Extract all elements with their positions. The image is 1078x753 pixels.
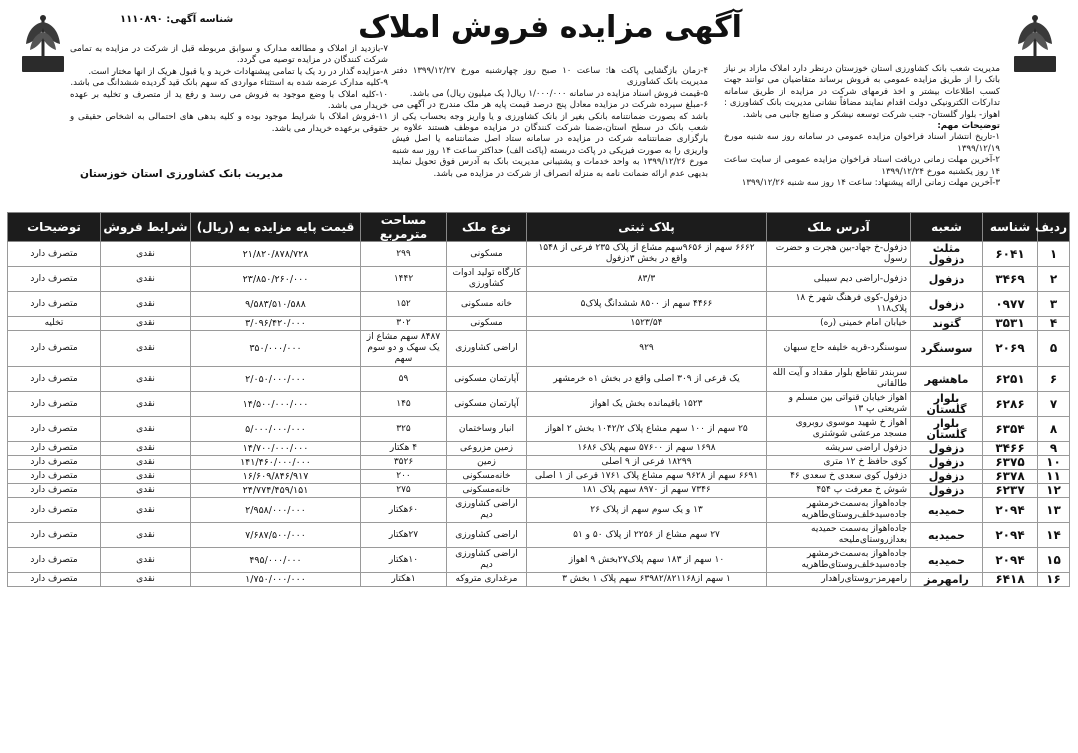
table-row — [8, 267, 1070, 292]
property-type: اراضی کشاورزی دیم — [447, 498, 527, 523]
table-row — [8, 548, 1070, 573]
property-id: ۶۳۷۸ — [983, 470, 1038, 484]
branch-name: دزفول — [911, 456, 983, 470]
registry-plaque: ۱۰ سهم از ۱۸۳ سهم پلاک۲۷بخش ۹ اهواز — [527, 548, 767, 573]
branch-name: دزفول — [911, 292, 983, 317]
property-type: زمین مزروعی — [447, 442, 527, 456]
area: ۵۹ — [361, 367, 447, 392]
property-address: اهواز خیابان قنواتی بین مسلم و شریعتی پ ۱۳ — [767, 392, 911, 417]
base-price: ۱۴۱/۴۶۰/۰۰۰/۰۰۰ — [191, 456, 361, 470]
branch-name: ماهشهر — [911, 367, 983, 392]
branch-name: حمیدیه — [911, 523, 983, 548]
property-address: جاده‌اهواز به‌سمت‌خرمشهر جاده‌سیدخلف‌روستای‌طاهریه — [767, 548, 911, 573]
bank-keshavarzi-logo — [1010, 12, 1060, 74]
registry-plaque: ۲۷ سهم مشاع از ۲۲۵۶ از پلاک ۵۰ و ۵۱ — [527, 523, 767, 548]
row-number: ۱۰ — [1038, 456, 1070, 470]
notice-left-column — [70, 44, 388, 135]
branch-name: بلوار گلستان — [911, 417, 983, 442]
area: ۱۵۲ — [361, 292, 447, 317]
property-address: خیابان امام خمینی (ره) — [767, 317, 911, 331]
note-item: ۱۱-فروش املاک با شرایط موجود بوده و کلیه بدهی های احتمالی به اشخاص حقیقی و حقوقی برعهده خریدار می باشد. — [70, 112, 388, 134]
sale-terms: نقدی — [101, 573, 191, 587]
property-address: رامهرمز-روستای‌راهدار — [767, 573, 911, 587]
area: ۲۷۵ — [361, 484, 447, 498]
notes-heading: توضیحات مهم: — [937, 121, 1000, 132]
property-type: مسکونی — [447, 242, 527, 267]
area: ۳۲۵ — [361, 417, 447, 442]
property-id: ۶۲۵۱ — [983, 367, 1038, 392]
row-number: ۸ — [1038, 417, 1070, 442]
col-terms-header: شرایط فروش — [101, 213, 191, 242]
area: ۱۰هکتار — [361, 548, 447, 573]
row-number: ۵ — [1038, 331, 1070, 367]
property-id: ۲۰۹۴ — [983, 523, 1038, 548]
registry-plaque: ۱۵۲۳/۵۴ — [527, 317, 767, 331]
base-price: ۹/۵۸۳/۵۱۰/۵۸۸ — [191, 292, 361, 317]
property-type: آپارتمان مسکونی — [447, 392, 527, 417]
col-row-number-header: ردیف — [1038, 213, 1070, 242]
property-type: انبار وساختمان — [447, 417, 527, 442]
registry-plaque: ۱۸۲۹۹ فرعی از ۹ اصلی — [527, 456, 767, 470]
registry-plaque: ۶۶۶۲ سهم از ۹۶۵۶سهم مشاع از پلاک ۲۳۵ فرعی از ۱۵۴۸ واقع در بخش ۳دزفول — [527, 242, 767, 267]
row-number: ۳ — [1038, 292, 1070, 317]
area: ۱۴۴۲ — [361, 267, 447, 292]
property-id: ۶۳۵۴ — [983, 417, 1038, 442]
area: ۸۴۸۷ سهم مشاع از یک سهک و دو سوم سهم — [361, 331, 447, 367]
property-type: اراضی کشاورزی — [447, 331, 527, 367]
table-row — [8, 484, 1070, 498]
remarks: متصرف دارد — [8, 442, 101, 456]
table-row — [8, 456, 1070, 470]
branch-name: رامهرمز — [911, 573, 983, 587]
base-price: ۷/۶۸۷/۵۰۰/۰۰۰ — [191, 523, 361, 548]
table-row — [8, 367, 1070, 392]
base-price: ۲۱/۸۲۰/۸۷۸/۷۲۸ — [191, 242, 361, 267]
sale-terms: نقدی — [101, 417, 191, 442]
col-address-header: آدرس ملک — [767, 213, 911, 242]
area: ۲۷هکتار — [361, 523, 447, 548]
branch-name: دزفول — [911, 267, 983, 292]
base-price: ۲/۰۵۰/۰۰۰/۰۰۰ — [191, 367, 361, 392]
row-number: ۷ — [1038, 392, 1070, 417]
table-row — [8, 442, 1070, 456]
property-type: اراضی کشاورزی دیم — [447, 548, 527, 573]
registry-plaque: ۶۶۹۱ سهم از ۹۶۲۸ سهم مشاع پلاک ۱۷۶۱ قرعی از ۱ اصلی — [527, 470, 767, 484]
area: ۳۰۲ — [361, 317, 447, 331]
note-item: ۱-تاریخ انتشار اسناد فراخوان مزایده عمومی در سامانه روز سه شنبه مورخ ۱۳۹۹/۱۲/۱۹ — [724, 132, 1000, 154]
page-title: آگهی مزایده فروش املاک — [358, 10, 742, 45]
sale-terms: نقدی — [101, 442, 191, 456]
row-number: ۱۲ — [1038, 484, 1070, 498]
sale-terms: نقدی — [101, 317, 191, 331]
property-id: ۶۳۷۵ — [983, 456, 1038, 470]
row-number: ۱۴ — [1038, 523, 1070, 548]
remarks: متصرف دارد — [8, 456, 101, 470]
sale-terms: نقدی — [101, 456, 191, 470]
base-price: ۳/۰۹۶/۴۲۰/۰۰۰ — [191, 317, 361, 331]
row-number: ۴ — [1038, 317, 1070, 331]
property-address: دزفول اراضی سریشه — [767, 442, 911, 456]
registry-plaque: یک قرعی از ۳۰۹ اصلی واقع در بخش ۱ه خرمشهر — [527, 367, 767, 392]
area: ۱۴۵ — [361, 392, 447, 417]
note-item: ۴-زمان بازگشایی پاکت ها: ساعت ۱۰ صبح روز چهارشنبه مورخ ۱۳۹۹/۱۲/۲۷ دفتر مدیریت بانک کشاورزی — [392, 66, 708, 88]
col-price-header: قیمت پایه مزایده به (ریال) — [191, 213, 361, 242]
remarks: متصرف دارد — [8, 331, 101, 367]
base-price: ۲۳/۸۵۰/۲۶۰/۰۰۰ — [191, 267, 361, 292]
property-type: مرغداری متروکه — [447, 573, 527, 587]
area: ۶۰هکتار — [361, 498, 447, 523]
table-row — [8, 331, 1070, 367]
branch-name: بلوار گلستان — [911, 392, 983, 417]
area: ۲۰۰ — [361, 470, 447, 484]
table-row — [8, 470, 1070, 484]
branch-name: دزفول — [911, 484, 983, 498]
remarks: متصرف دارد — [8, 392, 101, 417]
base-price: ۴۹۵/۰۰۰/۰۰۰ — [191, 548, 361, 573]
base-price: ۳۵۰/۰۰۰/۰۰۰ — [191, 331, 361, 367]
note-item: ۱۰-کلیه املاک با وضع موجود به فروش می رسد و رفع ید از متصرف و تخلیه بر عهده خریدار می باشد. — [70, 89, 388, 112]
row-number: ۱ — [1038, 242, 1070, 267]
sale-terms: نقدی — [101, 498, 191, 523]
base-price: ۱/۷۵۰/۰۰۰/۰۰۰ — [191, 573, 361, 587]
branch-name: حمیدیه — [911, 548, 983, 573]
property-address: کوی حافظ خ ۱۲ متری — [767, 456, 911, 470]
sale-terms: نقدی — [101, 367, 191, 392]
property-type: خانه‌مسکونی — [447, 470, 527, 484]
branch-name: مثلث دزفول — [911, 242, 983, 267]
property-type: زمین — [447, 456, 527, 470]
property-id: ۲۰۹۴ — [983, 548, 1038, 573]
table-row — [8, 242, 1070, 267]
branch-name: دزفول — [911, 470, 983, 484]
property-address: سوسنگرد-قریه خلیفه حاج سبهان — [767, 331, 911, 367]
property-id: ۶۲۸۶ — [983, 392, 1038, 417]
area: ۳۵۲۶ — [361, 456, 447, 470]
property-address: دزفول-اراضی دیم سیبلی — [767, 267, 911, 292]
branch-name: گتوند — [911, 317, 983, 331]
property-address: دزفول-خ جهاد-بین هجرت و حضرت رسول — [767, 242, 911, 267]
property-id: ۳۴۶۹ — [983, 267, 1038, 292]
col-id-header: شناسه — [983, 213, 1038, 242]
note-item: ۷-بازدید از املاک و مطالعه مدارک و سوابق مربوطه قبل از شرکت در مزایده به تمامی شرکت کنندگان در مزایده توصیه می گردد. — [70, 44, 388, 66]
registry-plaque: ۸۳/۳ — [527, 267, 767, 292]
row-number: ۱۳ — [1038, 498, 1070, 523]
remarks: متصرف دارد — [8, 484, 101, 498]
remarks: متصرف دارد — [8, 523, 101, 548]
table-row — [8, 498, 1070, 523]
property-type: کارگاه تولید ادوات کشاورزی — [447, 267, 527, 292]
col-area-header: مساحت مترمربع — [361, 213, 447, 242]
row-number: ۱۵ — [1038, 548, 1070, 573]
property-address: دزفول کوی سعدی خ سعدی ۴۶ — [767, 470, 911, 484]
remarks: متصرف دارد — [8, 242, 101, 267]
remarks: متصرف دارد — [8, 292, 101, 317]
base-price: ۱۴/۷۰۰/۰۰۰/۰۰۰ — [191, 442, 361, 456]
table-row — [8, 292, 1070, 317]
notice-middle-column — [392, 66, 708, 180]
note-item: ۸-مزایده گذار در رد یک یا تمامی پیشنهادات خرید و یا قبول هریک از انها مختار است. — [88, 66, 388, 77]
bank-keshavarzi-logo — [18, 12, 68, 74]
property-address: جاده‌اهواز به‌سمت حمیدیه بعداز‌روستای‌ملیحه — [767, 523, 911, 548]
area: ۲۹۹ — [361, 242, 447, 267]
note-item: ۲-آخرین مهلت زمانی دریافت اسناد فراخوان مزایده عمومی از سایت ساعت ۱۴ روز یکشنبه مورخ ۱۳۹۹/۱۲/۲۴ — [724, 155, 1000, 177]
table-header-row — [8, 213, 1070, 242]
table-row — [8, 573, 1070, 587]
registry-plaque: ۴۴۶۶ سهم از ۸۵۰۰ ششدانگ پلاک۵ — [527, 292, 767, 317]
table-row — [8, 317, 1070, 331]
col-type-header: نوع ملک — [447, 213, 527, 242]
col-branch-header: شعبه — [911, 213, 983, 242]
property-address: جاده‌اهواز به‌سمت‌خرمشهر جاده‌سیدخلف‌روستای‌طاهریه — [767, 498, 911, 523]
registry-plaque: ۹۲۹ — [527, 331, 767, 367]
table-row — [8, 523, 1070, 548]
property-id: ۶۰۴۱ — [983, 242, 1038, 267]
table-row — [8, 392, 1070, 417]
base-price: ۱۶/۶۰۹/۸۴۶/۹۱۷ — [191, 470, 361, 484]
base-price: ۵/۰۰۰/۰۰۰/۰۰۰ — [191, 417, 361, 442]
base-price: ۲/۹۵۸/۰۰۰/۰۰۰ — [191, 498, 361, 523]
property-id: ۳۵۳۱ — [983, 317, 1038, 331]
sale-terms: نقدی — [101, 242, 191, 267]
base-price: ۲۴/۷۷۴/۴۵۹/۱۵۱ — [191, 484, 361, 498]
property-address: اهواز خ شهید موسوی روبروی مسجد مرعشی شوشتری — [767, 417, 911, 442]
row-number: ۶ — [1038, 367, 1070, 392]
row-number: ۹ — [1038, 442, 1070, 456]
branch-name: حمیدیه — [911, 498, 983, 523]
row-number: ۱۶ — [1038, 573, 1070, 587]
remarks: تخلیه — [8, 317, 101, 331]
col-notes-header: توضیحات — [8, 213, 101, 242]
registry-plaque: ۱۶۹۸ سهم از ۵۷۶۰۰ سهم پلاک ۱۶۸۶ — [527, 442, 767, 456]
remarks: متصرف دارد — [8, 417, 101, 442]
property-id: ۳۴۶۶ — [983, 442, 1038, 456]
note-item: ۳-آخرین مهلت زمانی ارائه پیشنهاد: ساعت ۱۴ روز سه شنبه ۱۳۹۹/۱۲/۲۶ — [741, 178, 1000, 189]
remarks: متصرف دارد — [8, 470, 101, 484]
registry-plaque: ۲۵ سهم از ۱۰۰ سهم مشاع پلاک ۱۰۴۲/۲ بخش ۲ اهواز — [527, 417, 767, 442]
sale-terms: نقدی — [101, 392, 191, 417]
registry-plaque: ۱۵۲۳ باقیمانده بخش یک اهواز — [527, 392, 767, 417]
signature: مدیریت بانک کشاورزی استان خوزستان — [80, 168, 284, 180]
table-body — [8, 242, 1070, 587]
sale-terms: نقدی — [101, 267, 191, 292]
intro-text: مدیریت شعب بانک کشاورزی استان خوزستان درنظر دارد املاک مازاد بر نیاز بانک را از طریق مزایده عمومی به فروش برساند متقاضیان می توانند جهت کسب اطلاعات بیشتر و اخذ فرمهای شرکت در مزایده از طریق سامانه تدارکات الکترونیکی دولت اقدام نمایند مضافاً نشانی مدیریت بانک کشاورزی : اهواز- بلوار گلستان- جنب شرکت توسعه نیشکر و صنایع جانبی می باشد. — [724, 64, 1000, 120]
sale-terms: نقدی — [101, 484, 191, 498]
table-row — [8, 417, 1070, 442]
branch-name: سوسنگرد — [911, 331, 983, 367]
registry-plaque: ۱۳ و یک سوم سهم از پلاک ۲۶ — [527, 498, 767, 523]
sale-terms: نقدی — [101, 548, 191, 573]
remarks: متصرف دارد — [8, 548, 101, 573]
property-type: مسکونی — [447, 317, 527, 331]
sale-terms: نقدی — [101, 470, 191, 484]
sale-terms: نقدی — [101, 331, 191, 367]
sale-terms: نقدی — [101, 523, 191, 548]
note-item: ۶-مبلغ سپرده شرکت در مزایده معادل پنج درصد قیمت پایه هر ملک مندرج در آگهی می باشد که بصورت ضمانتنامه بانکی بغیر از بانک کشاورزی و یا واریز وجه بحساب یکی از شعب بانک در سطح استان،ضمنا شرکت کنندگان در مزایده موظف هستند علاوه بر بارگزاری ضمانتنامه شرکت در مزایده در سامانه ستاد اصل ضمانتنامه یا اصل فیش واریزی را به صورت فیزیکی در پاکت دربسته (پاکت الف) حداکثر ساعت ۱۴ روز سه شنبه مورخ ۱۳۹۹/۱۲/۲۶ به واحد خدمات و پشتیبانی مدیریت بانک به آدرس فوق تحویل نمایند بدیهی عدم ارائه ضمانت نامه به منزله انصراف از شرکت در مزایده می باشد. — [392, 100, 708, 179]
property-address: سربندر تقاطع بلوار مقداد و آیت الله طالقانی — [767, 367, 911, 392]
note-item: ۵-قیمت فروش اسناد مزایده در سامانه ۱/۰۰۰/۰۰۰ ریال( یک میلیون ریال) می باشد. — [409, 88, 708, 99]
ad-number: شناسه آگهی: ۱۱۱۰۸۹۰ — [120, 14, 234, 25]
property-id: ۲۰۹۴ — [983, 498, 1038, 523]
property-address: شوش خ معرفت پ ۴۵۴ — [767, 484, 911, 498]
property-id: ۰۹۷۷ — [983, 292, 1038, 317]
note-item: ۹-کلیه مدارک عرضه شده به استثناء مواردی که سهم بانک قید گردیده ششدانگ می باشد. — [70, 78, 388, 89]
property-id: ۶۴۱۸ — [983, 573, 1038, 587]
remarks: متصرف دارد — [8, 498, 101, 523]
branch-name: دزفول — [911, 442, 983, 456]
row-number: ۱۱ — [1038, 470, 1070, 484]
row-number: ۲ — [1038, 267, 1070, 292]
remarks: متصرف دارد — [8, 573, 101, 587]
registry-plaque: ۷۳۴۶ سهم از ۸۹۷۰ سهم پلاک ۱۸۱ — [527, 484, 767, 498]
properties-table — [7, 212, 1070, 587]
area: ۴ هکتار — [361, 442, 447, 456]
remarks: متصرف دارد — [8, 267, 101, 292]
col-plaque-header: پلاک ثبتی — [527, 213, 767, 242]
property-type: آپارتمان مسکونی — [447, 367, 527, 392]
sale-terms: نقدی — [101, 292, 191, 317]
property-id: ۶۲۳۷ — [983, 484, 1038, 498]
property-type: اراضی کشاورزی — [447, 523, 527, 548]
property-type: خانه مسکونی — [447, 292, 527, 317]
registry-plaque: ۱ سهم از۶۳۹۸۲/۸۲۱۱۶۸ سهم پلاک ۱ بخش ۳ — [527, 573, 767, 587]
notice-right-column — [724, 64, 1000, 189]
remarks: متصرف دارد — [8, 367, 101, 392]
property-address: دزفول-کوی فرهنگ شهر خ ۱۸ پلاک۱۱۸ — [767, 292, 911, 317]
area: ۱هکتار — [361, 573, 447, 587]
base-price: ۱۴/۵۰۰/۰۰۰/۰۰۰ — [191, 392, 361, 417]
property-type: خانه‌مسکونی — [447, 484, 527, 498]
property-id: ۲۰۶۹ — [983, 331, 1038, 367]
